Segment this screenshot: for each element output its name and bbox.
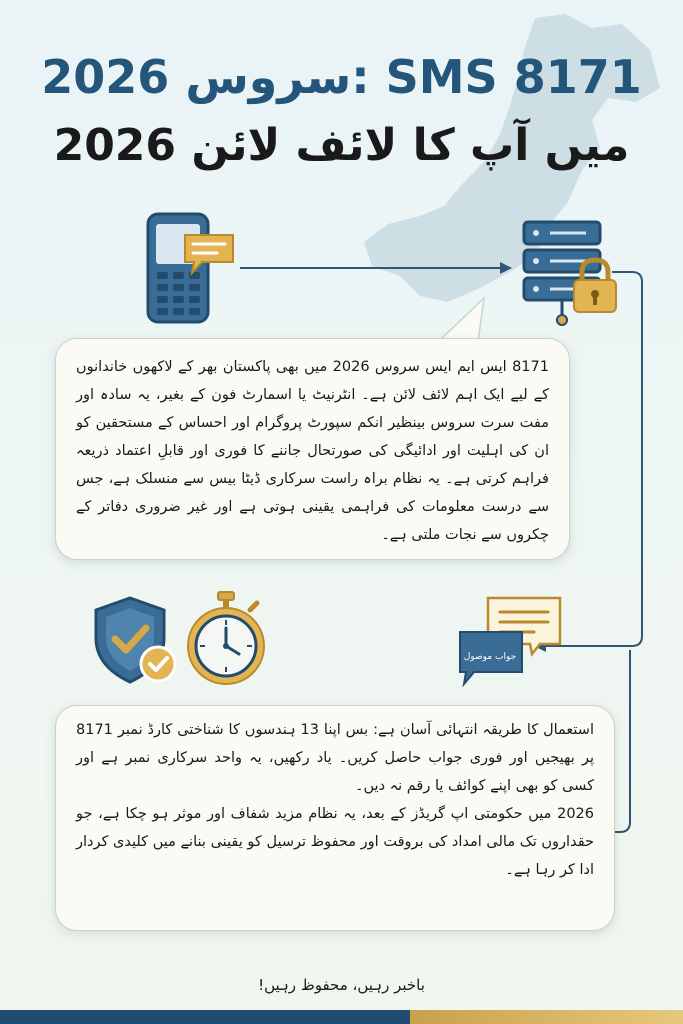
footer-slogan: باخبر رہیں، محفوظ رہیں! [258, 976, 425, 994]
bottom-bar [0, 1010, 683, 1024]
usage-paragraph: استعمال کا طریقہ انتہائی آسان ہے: بس اپنا 13 ہندسوں کا شناختی کارڈ نمبر 8171 پر بھیجیں اور فوری جواب حاصل کریں۔ یاد رکھیں، یہ واحد سرکاری نمبر ہے اور کسی کو بھی اپنے کوائف یا رقم نہ دیں۔ [76, 722, 594, 794]
response-badge-label: جواب موصول [463, 652, 517, 662]
info-card-overview [55, 338, 570, 560]
overview-text: 8171 ایس ایم ایس سروس 2026 میں بھی پاکستان بھر کے لاکھوں خاندانوں کے لیے ایک اہم لائف لائن ہے۔ انٹرنیٹ یا اسمارٹ فون کے بغیر، یہ سادہ اور مفت سرت سروس بینظیر انکم سپورٹ پروگرام اور احساس کے مستحقین کو ان کی اہلیت اور ادائیگی کی صورتحال جاننے کا فوری اور قابلِ اعتماد ذریعہ فراہم کرتی ہے۔ یہ نظام براہ راست سرکاری ڈیٹا بیس سے منسلک ہے، جس سے درست معلومات کی فراہمی یقینی ہوتی ہے اور غیر ضروری دفاتر کے چکروں سے نجات ملتی ہے۔ [76, 359, 549, 543]
response-message-icon [458, 596, 564, 688]
upgrade-paragraph: 2026 میں حکومتی اپ گریڈز کے بعد، یہ نظام مزید شفاف اور موثر ہو چکا ہے، جو حقداروں تک مالی امداد کی بروقت اور محفوظ ترسیل کو یقینی بنانے میں کلیدی کردار ادا کر رہا ہے۔ [76, 806, 594, 878]
page-title: 2026 سروس: SMS 8171 [41, 50, 642, 104]
stopwatch-icon [184, 590, 268, 688]
shield-check-icon [90, 594, 180, 686]
padlock-icon [570, 256, 620, 314]
page-subtitle: 2026 میں آپ کا لائف لائن [53, 120, 630, 171]
chat-bubble-icon [182, 232, 236, 276]
info-card-usage [55, 705, 615, 931]
card-pointer [434, 296, 490, 344]
